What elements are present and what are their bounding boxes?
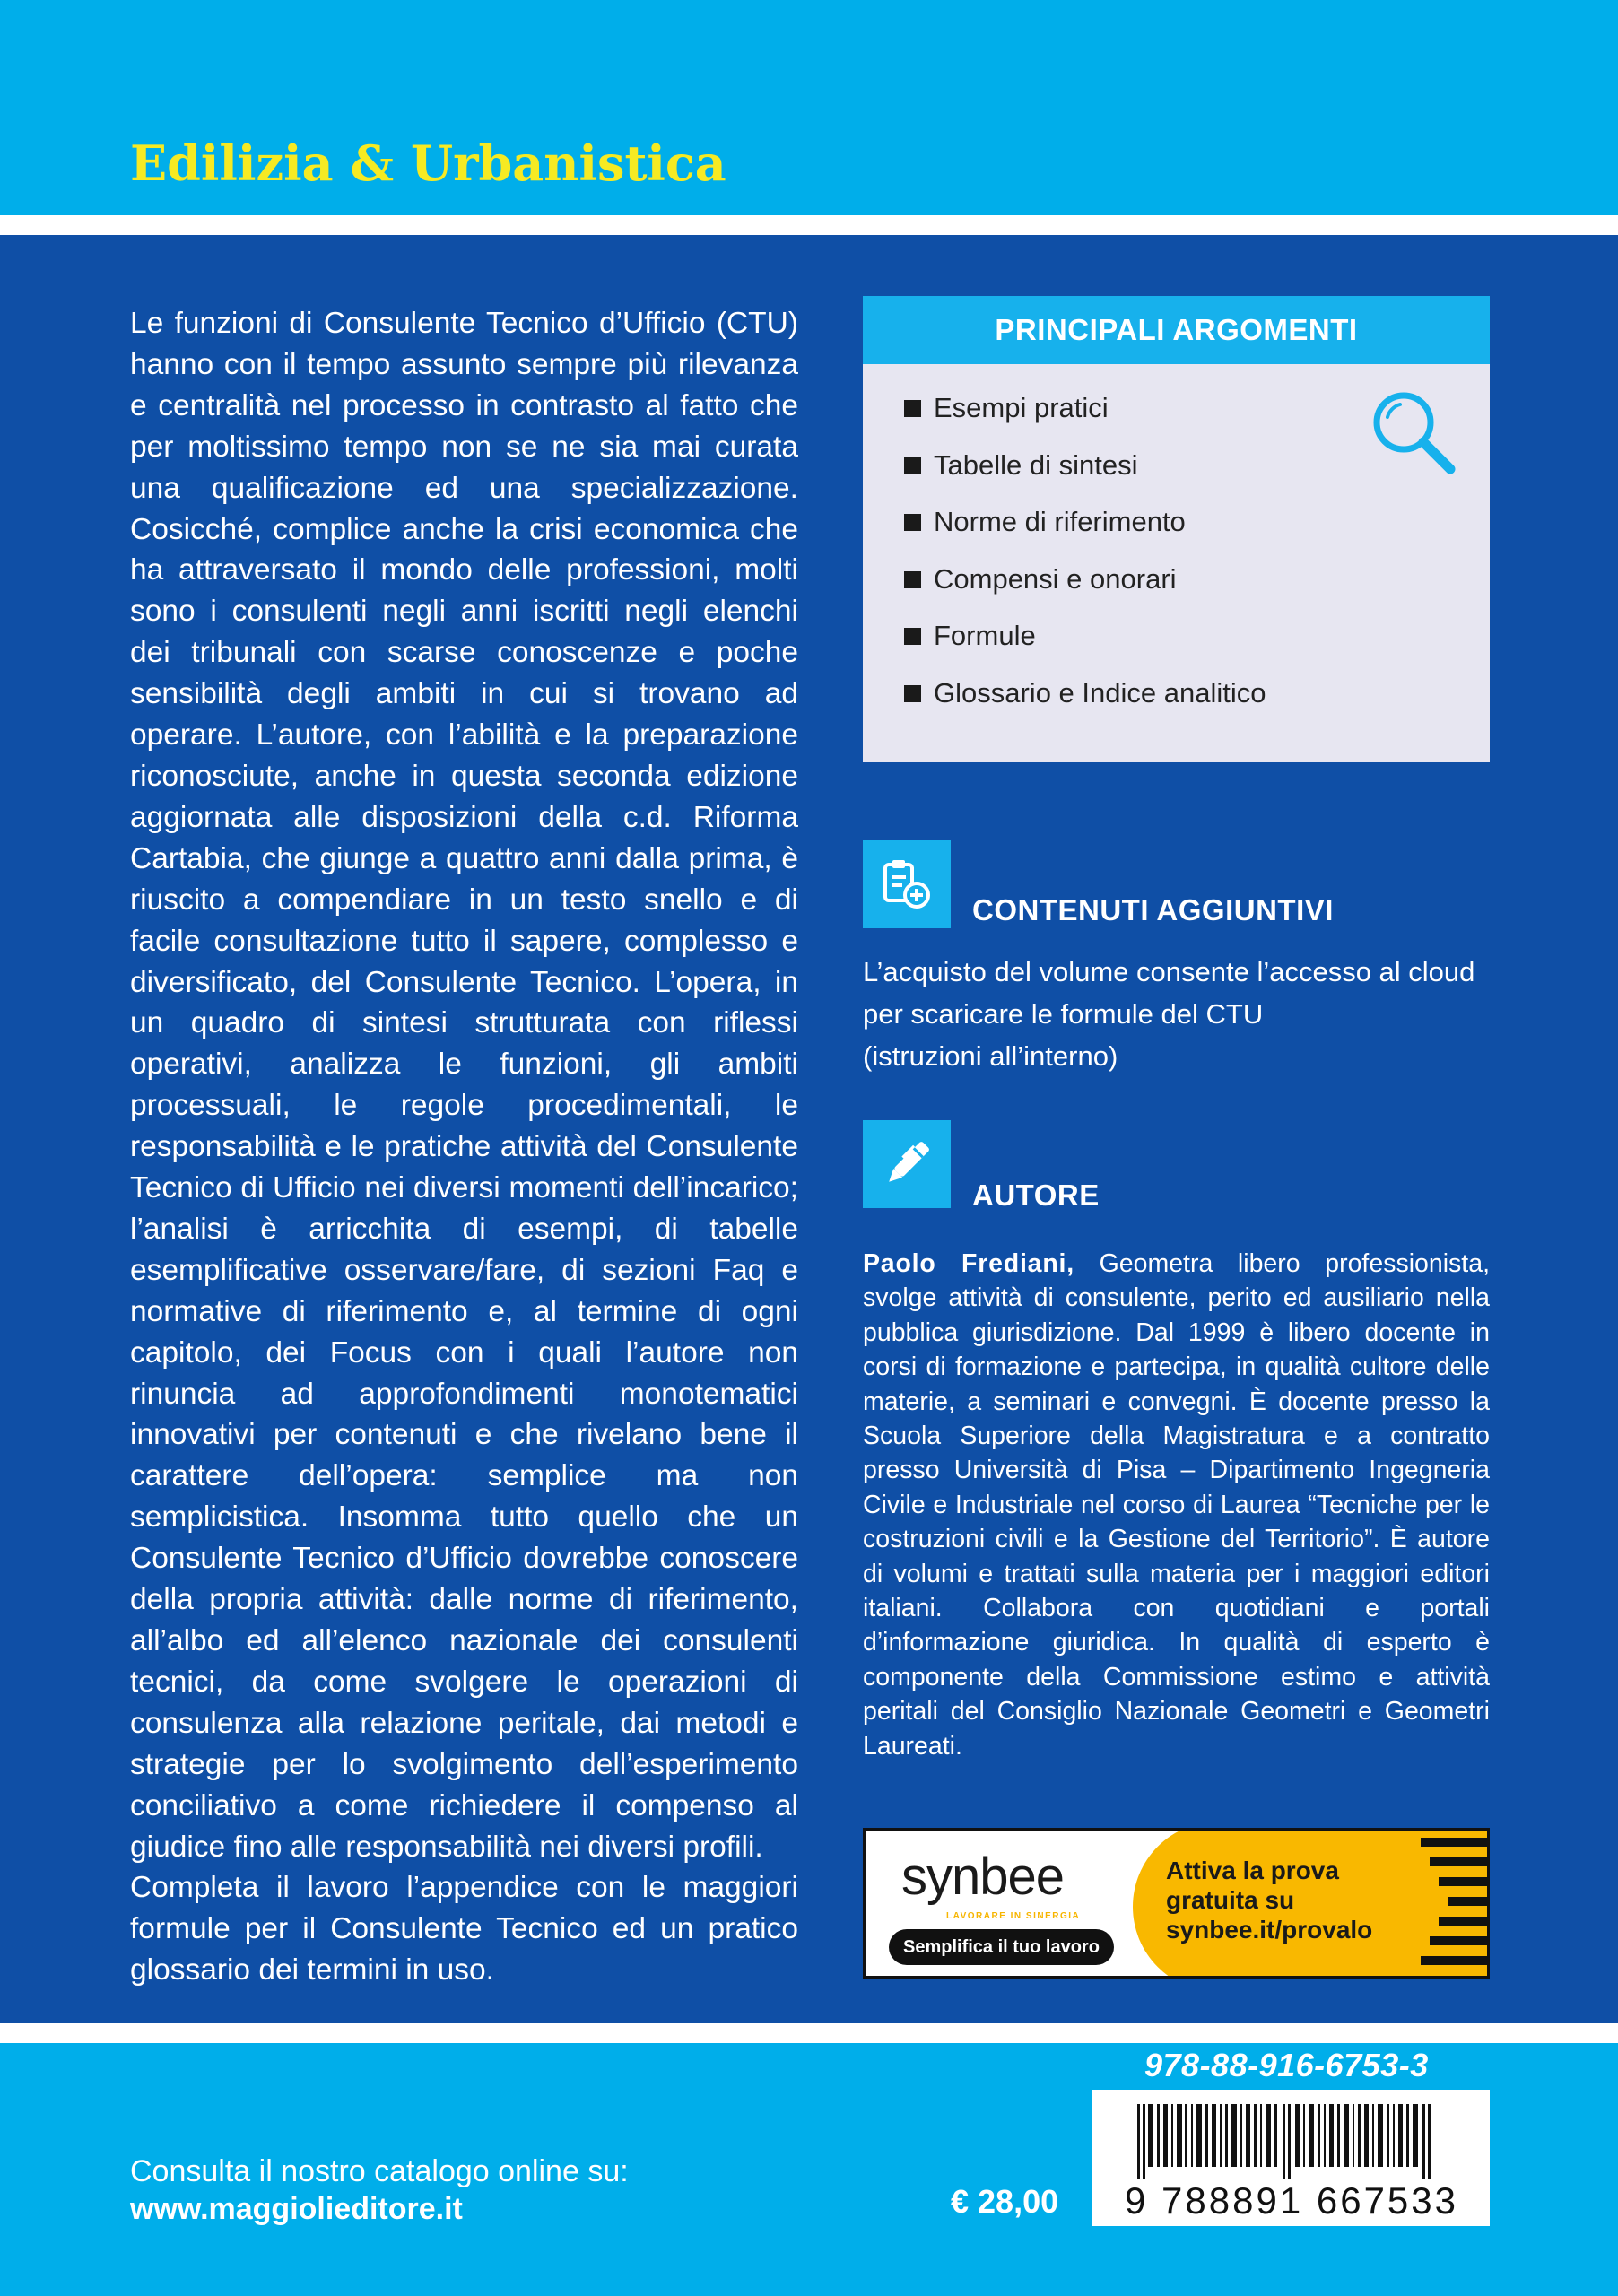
banner-cta	[1166, 1856, 1372, 1944]
topic-label: Tabelle di sintesi	[934, 448, 1138, 481]
barcode	[1092, 2090, 1490, 2226]
pen-icon	[863, 1120, 951, 1208]
square-bullet-icon	[904, 628, 921, 645]
banner-stripes-icon	[1408, 1831, 1489, 1979]
extra-contents-line: L’acquisto del volume consente l’accesso al cloud	[863, 956, 1475, 987]
extra-contents-line: (istruzioni all’interno)	[863, 1040, 1118, 1072]
square-bullet-icon	[904, 457, 921, 474]
isbn: 978-88-916-6753-3	[1144, 2047, 1429, 2083]
catalog-label: Consulta il nostro catalogo online su:	[130, 2154, 629, 2188]
list-item	[904, 675, 1266, 733]
extra-contents-line: per scaricare le formule del CTU	[863, 998, 1264, 1030]
square-bullet-icon	[904, 685, 921, 702]
topic-label: Norme di riferimento	[934, 506, 1186, 538]
topics-box	[863, 296, 1490, 762]
banner-cta-line: gratuita su	[1166, 1886, 1295, 1914]
extra-contents-text	[863, 951, 1490, 1077]
square-bullet-icon	[904, 514, 921, 531]
top-divider-stripe	[0, 215, 1618, 235]
price: € 28,00	[951, 2183, 1059, 2220]
catalog-info	[130, 2152, 629, 2228]
square-bullet-icon	[904, 400, 921, 417]
synopsis-paragraph: Le funzioni di Consulente Tecnico d’Ufficio (CTU) hanno con il tempo assunto sempre più rilevanza e centralità nel processo in contrasto al fatto che per moltissimo tempo non se ne sia mai curata una qualificazione ed una specializzazione. Cosicché, complice anche la crisi economica che ha attraversato il mondo delle professioni, molti sono i consulenti negli anni iscritti negli elenchi dei tribunali con scarse conoscenze e poche sensibilità degli ambiti in cui si trovano ad operare. L’autore, con l’abilità e la preparazione riconosciute, anche in questa seconda edizione aggiornata alle disposizioni della c.d. Riforma Cartabia, che giunge a quattro anni dalla prima, è riuscito a compendiare in un testo snello e di facile consultazione tutto il sapere, complesso e diversificato, del Consulente Tecnico. L’opera, in un quadro di sintesi strutturata con riflessi operativi, analizza le funzioni, gli ambiti processuali, le regole procedimentali, le responsabilità e le pratiche attività del Consulente Tecnico di Ufficio nei diversi momenti dell’incarico; l’analisi è arricchita di esempi, di tabelle esemplificative osservare/fare, di sezioni Faq e normative di riferimento e, al termine di ogni capitolo, dei Focus con i quali l’autore non rinuncia ad approfondimenti monotematici innovativi per contenuti e che rivelano bene il carattere dell’opera: semplice ma non semplicistica. Insomma tutto quello che un Consulente Tecnico d’Ufficio dovrebbe conoscere della propria attività: dalle norme di riferimento, all’albo ed all’elenco nazionale dei consulenti tecnici, da come svolgere le operazioni di consulenza alla relazione peritale, dai metodi e strategie per lo svolgimento dell’esperimento conciliativo a come richiedere il compenso al giudice fino alle responsabilità nei diversi profili.	[130, 307, 798, 1864]
series-title: Edilizia & Urbanistica	[130, 135, 726, 192]
topic-label: Formule	[934, 620, 1036, 652]
document-add-icon	[863, 840, 951, 928]
barcode-digits: 9 788891 667533	[1125, 2179, 1458, 2222]
topics-heading: PRINCIPALI ARGOMENTI	[863, 296, 1490, 364]
author-bio-text: Geometra libero professionista, svolge attività di consulente, perito ed ausiliario nella pubblica giurisdizione. Dal 1999 è libero docente in corsi di formazione e partecipa, in qualità cultore delle materie, a seminari e convegni. È docente presso la Scuola Superiore della Magistratura e a contratto presso Università di Pisa – Dipartimento Ingegneria Civile e Industriale nel corso di Laurea “Tecniche per le costruzioni civili e la Gestione del Territorio”. È autore di volumi e trattati sulla materia per i maggiori editori italiani. Collabora con quotidiani e portali d’informazione giuridica. In qualità di esperto è componente della Commissione estimo e attività peritali del Consiglio Nazionale Geometri e Geometri Laureati.	[863, 1249, 1490, 1761]
barcode-bars-icon	[1137, 2104, 1460, 2179]
banner-cta-line: Attiva la prova	[1166, 1857, 1339, 1884]
list-item	[904, 561, 1266, 619]
square-bullet-icon	[904, 571, 921, 588]
list-item	[904, 448, 1266, 505]
synbee-logo: synbee	[901, 1848, 1065, 1906]
bottom-divider-stripe	[0, 2023, 1618, 2043]
synbee-banner[interactable]	[863, 1828, 1490, 1979]
topic-label: Compensi e onorari	[934, 562, 1177, 595]
author-bio	[863, 1247, 1490, 1763]
list-item	[904, 618, 1266, 675]
extra-contents-heading: CONTENUTI AGGIUNTIVI	[972, 893, 1334, 926]
list-item	[904, 504, 1266, 561]
author-heading: AUTORE	[972, 1178, 1100, 1212]
topic-label: Esempi pratici	[934, 392, 1109, 423]
list-item	[904, 390, 1266, 448]
catalog-url-link[interactable]: www.maggiolieditore.it	[130, 2192, 463, 2226]
synbee-pill: Semplifica il tuo lavoro	[889, 1929, 1114, 1965]
synopsis	[130, 303, 798, 1991]
author-name: Paolo Frediani,	[863, 1249, 1074, 1278]
synbee-tagline: LAVORARE IN SINERGIA	[946, 1911, 1081, 1921]
topics-list	[904, 390, 1266, 733]
synopsis-paragraph: Completa il lavoro l’appendice con le maggiori formule per il Consulente Tecnico ed un pratico glossario dei termini in uso.	[130, 1871, 798, 1987]
topic-label: Glossario e Indice analitico	[934, 676, 1266, 709]
magnifier-icon	[1361, 381, 1468, 489]
banner-cta-line: synbee.it/provalo	[1166, 1916, 1373, 1944]
